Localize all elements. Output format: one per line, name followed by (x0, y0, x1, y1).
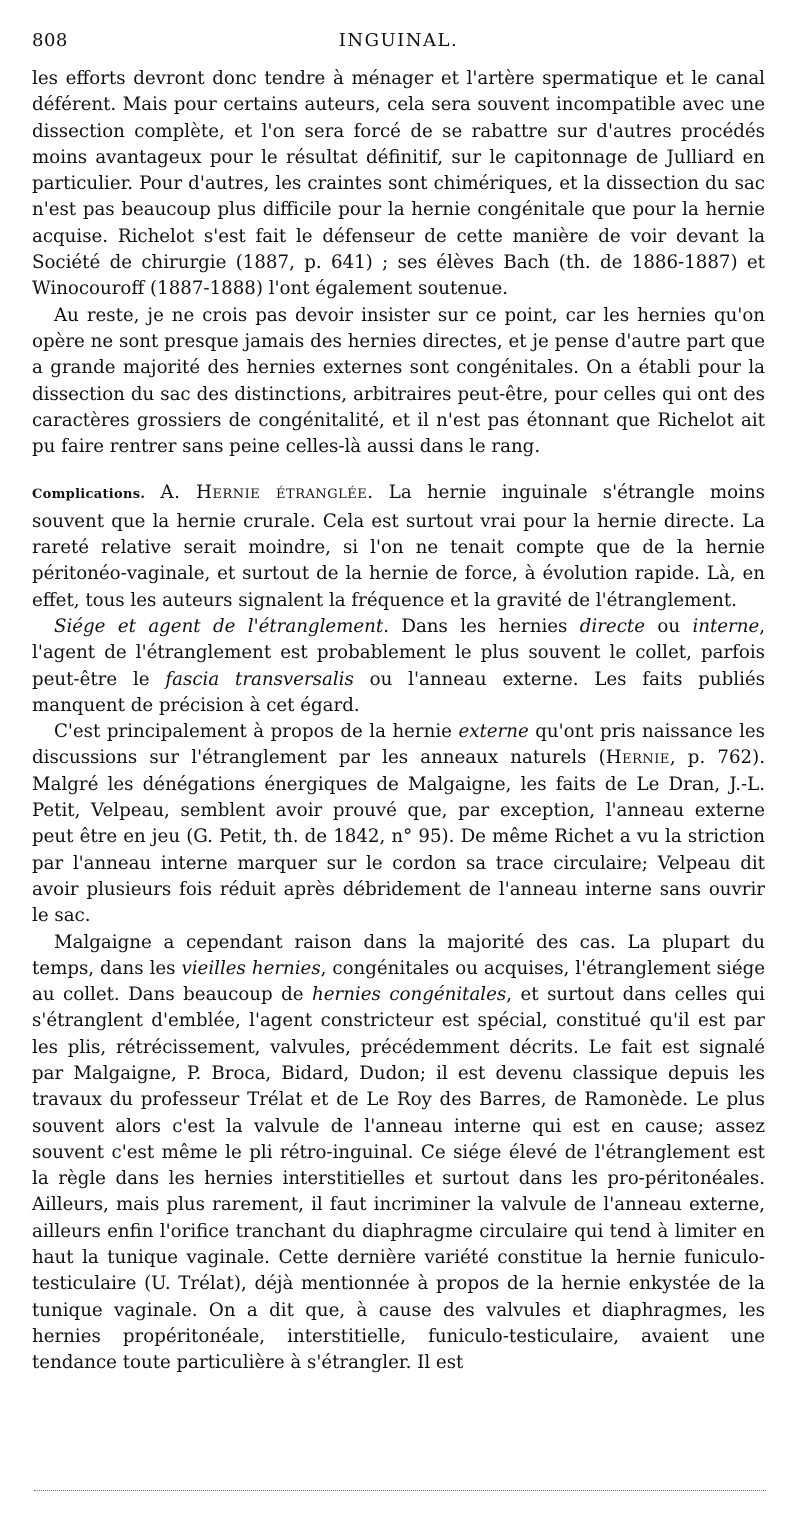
running-title: INGUINAL. (338, 30, 459, 51)
book-page (32, 30, 765, 1377)
footer-dotted-rule (34, 1490, 766, 1491)
paragraph: C'est principalement à propos de la hernie externe qu'ont pris naissance les discussions sur l'étranglement par les anneaux naturels (Hernie, p. 762). Malgré les dénégations énergiques de Malgaigne, les faits de Le Dran, J.-L. Petit, Velpeau, semblent avoir prouvé que, par exception, l'anneau externe peut être en jeu (G. Petit, th. de 1842, n° 95). De même Richet a vu la striction par l'anneau interne marquer sur le cordon sa trace circulaire; Velpeau dit avoir plusieurs fois réduit après débridement de l'anneau interne sans ouvrir le sac. (32, 721, 766, 927)
paragraph-text: La hernie inguinale s'étrangle moins souvent que la hernie crurale. Cela est surtout vrai pour la hernie directe. La rareté relative serait moindre, si l'on ne tenait compte que de la hernie péritonéo-vaginale, et surtout de la hernie de force, à évolution rapide. Là, en effet, tous les auteurs signalent la fréquence et la gravité de l'étranglement. (32, 482, 765, 611)
section-heading: A. Hernie étranglée. (160, 482, 374, 504)
paragraph: Siége et agent de l'étranglement. Dans les hernies directe ou interne, l'agent de l'étranglement est probablement le plus souvent le collet, parfois peut-être le fascia transversalis ou l'anneau externe. Les faits publiés manquent de précision à cet égard. (32, 615, 766, 716)
paragraph: les efforts devront donc tendre à ménager et l'artère spermatique et le canal déférent. Mais pour certains auteurs, cela sera souvent incompatible avec une dissection complète, et l'on sera forcé de se rabattre sur d'autres procédés moins avantageux pour le résultat définitif, sur le capitonnage de Julliard en particulier. Pour d'autres, les craintes sont chimériques, et la dissection du sac n'est pas beaucoup plus difficile pour la hernie congénitale que pour la hernie acquise. Richelot s'est fait le défenseur de cette manière de voir devant la Société de chirurgie (1887, p. 641) ; ses élèves Bach (th. de 1886-1887) et Winocouroff (1887-1888) l'ont également soutenue. (32, 68, 765, 300)
paragraph: Au reste, je ne crois pas devoir insister sur ce point, car les hernies qu'on opère ne sont presque jamais des hernies directes, et je pense d'autre part que a grande majorité des hernies externes sont congénitales. On a établi pour la dissection du sac des distinctions, arbitraires peut-être, pour celles qui ont des caractères grossiers de congénitalité, et il n'est pas étonnant que Richelot ait pu faire rentrer sans peine celles-là aussi dans le rang. (32, 304, 765, 458)
section-label: Complications. (32, 487, 146, 503)
page-header (32, 30, 765, 56)
subheading: Siége et agent de l'étranglement. (54, 615, 389, 637)
paragraph: Malgaigne a cependant raison dans la majorité des cas. La plupart du temps, dans les vieilles hernies, congénitales ou acquises, l'étranglement siége au collet. Dans beaucoup de hernies congénitales, et surtout dans celles qui s'étranglent d'emblée, l'agent constricteur est spécial, constitué qu'il est par les plis, rétrécissement, valvules, précédemment décrits. Le fait est signalé par Malgaigne, P. Broca, Bidard, Dudon; il est devenu classique depuis les travaux du professeur Trélat et de Le Roy des Barres, de Ramonède. Le plus souvent alors c'est la valvule de l'anneau interne qui est en cause; assez souvent c'est même le pli rétro-inguinal. Ce siége élevé de l'étranglement est la règle dans les hernies interstitielles et surtout dans les pro-péritonéales. Ailleurs, mais plus rarement, il faut incriminer la valvule de l'anneau externe, ailleurs enfin l'orifice tranchant du diaphragme circulaire qui tend à limiter en haut la tunique vaginale. Cette dernière variété constitue la hernie funiculo-testiculaire (U. Trélat), déjà mentionnée à propos de la hernie enkystée de la tunique vaginale. On a dit que, à cause des valvules et diaphragmes, les hernies propéritonéale, interstitielle, funiculo-testiculaire, avaient une tendance toute particulière à s'étrangler. Il est (32, 931, 765, 1374)
page-body (32, 66, 765, 1377)
page-number: 808 (32, 30, 68, 51)
section-paragraph (32, 480, 765, 613)
